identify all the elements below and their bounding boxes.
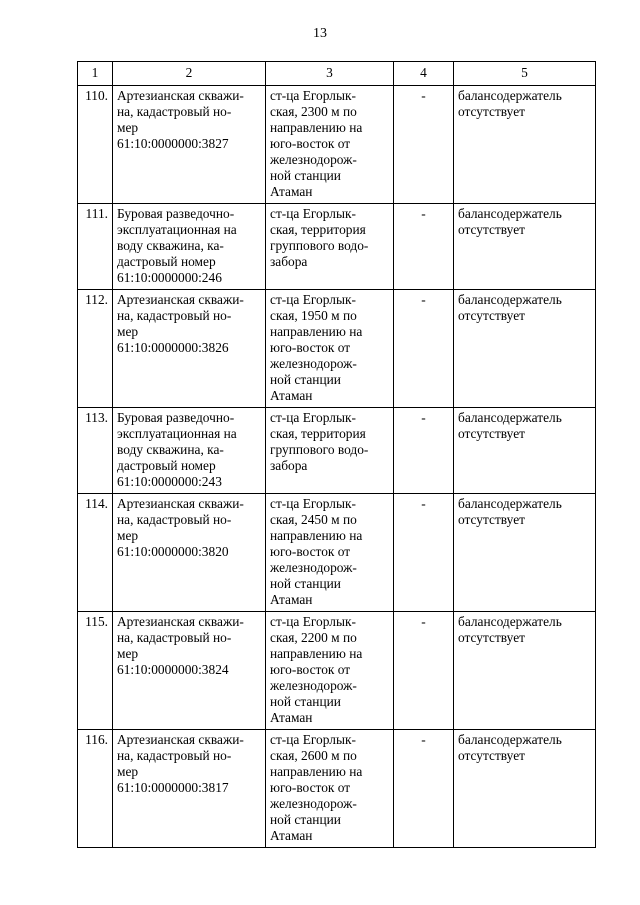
cell-line: балансодержатель: [458, 206, 562, 221]
cell-line: ст-ца Егорлык-: [270, 732, 356, 747]
cell-line: на, кадастровый но-: [117, 512, 232, 527]
cell-line: ская, территория: [270, 222, 366, 237]
cell-line: юго-восток от: [270, 544, 351, 559]
header-col-1: 1: [78, 62, 113, 86]
cell-line: воду скважина, ка-: [117, 442, 224, 457]
cell-line: отсутствует: [458, 222, 525, 237]
balance-holder: [454, 290, 596, 408]
object-location: [266, 612, 394, 730]
page-number: 13: [313, 26, 327, 41]
row-number: 110.: [78, 86, 113, 204]
object-description: [113, 290, 266, 408]
cell-line: мер: [117, 120, 139, 135]
cell-line: юго-восток от: [270, 340, 351, 355]
object-description: [113, 612, 266, 730]
cell-line: балансодержатель: [458, 614, 562, 629]
cell-line: Атаман: [270, 710, 313, 725]
col4-value: -: [394, 494, 454, 612]
col4-value: -: [394, 290, 454, 408]
cell-line: ст-ца Егорлык-: [270, 292, 356, 307]
object-description: [113, 204, 266, 290]
object-location: [266, 86, 394, 204]
cell-line: отсутствует: [458, 426, 525, 441]
cell-line: забора: [270, 458, 308, 473]
cell-line: железнодорож-: [270, 678, 357, 693]
cell-line: балансодержатель: [458, 292, 562, 307]
cell-line: балансодержатель: [458, 410, 562, 425]
cell-line: отсутствует: [458, 308, 525, 323]
cell-line: 61:10:0000000:3817: [117, 780, 229, 795]
cell-line: направлению на: [270, 120, 363, 135]
cell-line: мер: [117, 646, 139, 661]
cell-line: на, кадастровый но-: [117, 748, 232, 763]
balance-holder: [454, 204, 596, 290]
cell-line: ст-ца Егорлык-: [270, 614, 356, 629]
cell-line: на, кадастровый но-: [117, 104, 232, 119]
cell-line: ская, 1950 м по: [270, 308, 357, 323]
cell-line: ной станции: [270, 576, 341, 591]
row-number: 113.: [78, 408, 113, 494]
table-row: [78, 408, 596, 494]
cell-line: Артезианская скважи-: [117, 496, 244, 511]
object-location: [266, 408, 394, 494]
cell-line: направлению на: [270, 646, 363, 661]
cell-line: ская, 2300 м по: [270, 104, 357, 119]
cell-line: ной станции: [270, 694, 341, 709]
cell-line: Артезианская скважи-: [117, 88, 244, 103]
cell-line: балансодержатель: [458, 496, 562, 511]
cell-line: ной станции: [270, 168, 341, 183]
cell-line: эксплуатационная на: [117, 222, 237, 237]
cell-line: отсутствует: [458, 104, 525, 119]
cell-line: на, кадастровый но-: [117, 630, 232, 645]
cell-line: Атаман: [270, 388, 313, 403]
cell-line: железнодорож-: [270, 356, 357, 371]
cell-line: юго-восток от: [270, 136, 351, 151]
cell-line: дастровый номер: [117, 254, 216, 269]
balance-holder: [454, 86, 596, 204]
balance-holder: [454, 494, 596, 612]
cell-line: ст-ца Егорлык-: [270, 206, 356, 221]
cell-line: Атаман: [270, 184, 313, 199]
cell-line: забора: [270, 254, 308, 269]
table-header: [78, 62, 596, 86]
table-row: [78, 612, 596, 730]
object-description: [113, 86, 266, 204]
cell-line: мер: [117, 324, 139, 339]
cell-line: балансодержатель: [458, 88, 562, 103]
cell-line: ст-ца Егорлык-: [270, 88, 356, 103]
header-col-4: 4: [394, 62, 454, 86]
cell-line: ская, 2200 м по: [270, 630, 357, 645]
balance-holder: [454, 612, 596, 730]
cell-line: на, кадастровый но-: [117, 308, 232, 323]
cell-line: воду скважина, ка-: [117, 238, 224, 253]
cell-line: 61:10:0000000:3827: [117, 136, 229, 151]
cell-line: дастровый номер: [117, 458, 216, 473]
cell-line: Буровая разведочно-: [117, 410, 235, 425]
object-location: [266, 290, 394, 408]
col4-value: -: [394, 612, 454, 730]
object-description: [113, 408, 266, 494]
row-number: 112.: [78, 290, 113, 408]
registry-table: [77, 61, 596, 848]
cell-line: железнодорож-: [270, 796, 357, 811]
cell-line: балансодержатель: [458, 732, 562, 747]
row-number: 115.: [78, 612, 113, 730]
header-row: [78, 62, 596, 86]
cell-line: мер: [117, 528, 139, 543]
cell-line: 61:10:0000000:3826: [117, 340, 229, 355]
cell-line: Атаман: [270, 592, 313, 607]
cell-line: 61:10:0000000:3820: [117, 544, 229, 559]
col4-value: -: [394, 204, 454, 290]
cell-line: отсутствует: [458, 630, 525, 645]
header-col-3: 3: [266, 62, 394, 86]
balance-holder: [454, 730, 596, 848]
row-number: 114.: [78, 494, 113, 612]
cell-line: Артезианская скважи-: [117, 732, 244, 747]
cell-line: 61:10:0000000:246: [117, 270, 222, 285]
object-description: [113, 730, 266, 848]
table-row: [78, 494, 596, 612]
cell-line: ной станции: [270, 372, 341, 387]
object-location: [266, 730, 394, 848]
row-number: 116.: [78, 730, 113, 848]
header-col-5: 5: [454, 62, 596, 86]
cell-line: группового водо-: [270, 238, 369, 253]
balance-holder: [454, 408, 596, 494]
cell-line: направлению на: [270, 764, 363, 779]
cell-line: Артезианская скважи-: [117, 292, 244, 307]
table-row: [78, 204, 596, 290]
cell-line: Атаман: [270, 828, 313, 843]
header-col-2: 2: [113, 62, 266, 86]
cell-line: направлению на: [270, 528, 363, 543]
table-row: [78, 86, 596, 204]
cell-line: отсутствует: [458, 748, 525, 763]
col4-value: -: [394, 730, 454, 848]
cell-line: юго-восток от: [270, 662, 351, 677]
cell-line: Буровая разведочно-: [117, 206, 235, 221]
table-row: [78, 730, 596, 848]
cell-line: железнодорож-: [270, 152, 357, 167]
cell-line: ская, 2450 м по: [270, 512, 357, 527]
cell-line: мер: [117, 764, 139, 779]
row-number: 111.: [78, 204, 113, 290]
col4-value: -: [394, 408, 454, 494]
cell-line: железнодорож-: [270, 560, 357, 575]
cell-line: ская, 2600 м по: [270, 748, 357, 763]
object-description: [113, 494, 266, 612]
object-location: [266, 204, 394, 290]
cell-line: отсутствует: [458, 512, 525, 527]
col4-value: -: [394, 86, 454, 204]
cell-line: Артезианская скважи-: [117, 614, 244, 629]
cell-line: эксплуатационная на: [117, 426, 237, 441]
table-body: [78, 86, 596, 848]
cell-line: 61:10:0000000:243: [117, 474, 222, 489]
cell-line: ская, территория: [270, 426, 366, 441]
table-row: [78, 290, 596, 408]
object-location: [266, 494, 394, 612]
cell-line: группового водо-: [270, 442, 369, 457]
cell-line: ст-ца Егорлык-: [270, 496, 356, 511]
cell-line: ной станции: [270, 812, 341, 827]
cell-line: юго-восток от: [270, 780, 351, 795]
cell-line: ст-ца Егорлык-: [270, 410, 356, 425]
cell-line: направлению на: [270, 324, 363, 339]
cell-line: 61:10:0000000:3824: [117, 662, 229, 677]
